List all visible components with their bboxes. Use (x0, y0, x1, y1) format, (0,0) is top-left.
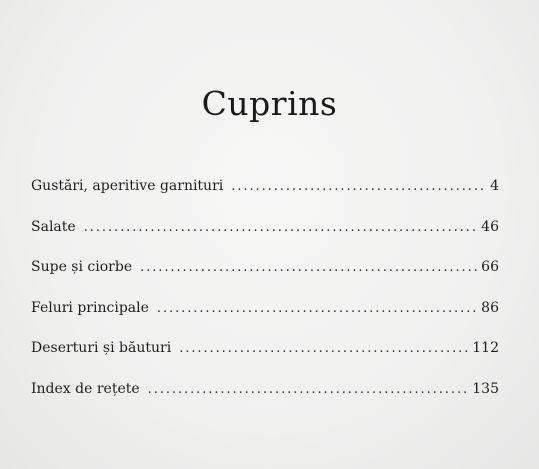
toc-entry-page-number: 86 (481, 299, 499, 316)
toc-entry-page-number: 112 (472, 340, 499, 357)
toc-entry-label: Index de rețete (31, 380, 140, 397)
toc-entry-label: Feluri principale (31, 299, 149, 316)
toc-dot-leader (231, 173, 486, 201)
toc-entry (31, 375, 499, 416)
toc-entry-label: Salate (31, 218, 76, 235)
toc-entry (31, 253, 499, 294)
toc-entry-label: Supe și ciorbe (31, 259, 133, 276)
toc-dot-leader (179, 335, 468, 363)
toc-entry (31, 172, 499, 213)
toc-entry-page-number: 46 (481, 218, 499, 235)
toc-entry-page-number: 135 (472, 380, 499, 397)
toc-entry (31, 213, 499, 254)
toc-entry-page-number: 4 (490, 178, 499, 194)
toc-entry-page-number: 66 (481, 259, 499, 276)
toc-entry-label: Gustări, aperitive garnituri (31, 178, 224, 194)
table-of-contents (31, 172, 499, 416)
toc-dot-leader (84, 214, 477, 242)
toc-entry (31, 334, 499, 375)
toc-entry-label: Deserturi și băuturi (31, 340, 172, 357)
toc-entry (31, 294, 499, 335)
toc-dot-leader (140, 254, 477, 282)
page-title: Cuprins (201, 84, 338, 123)
toc-dot-leader (148, 376, 469, 404)
toc-dot-leader (157, 295, 477, 323)
